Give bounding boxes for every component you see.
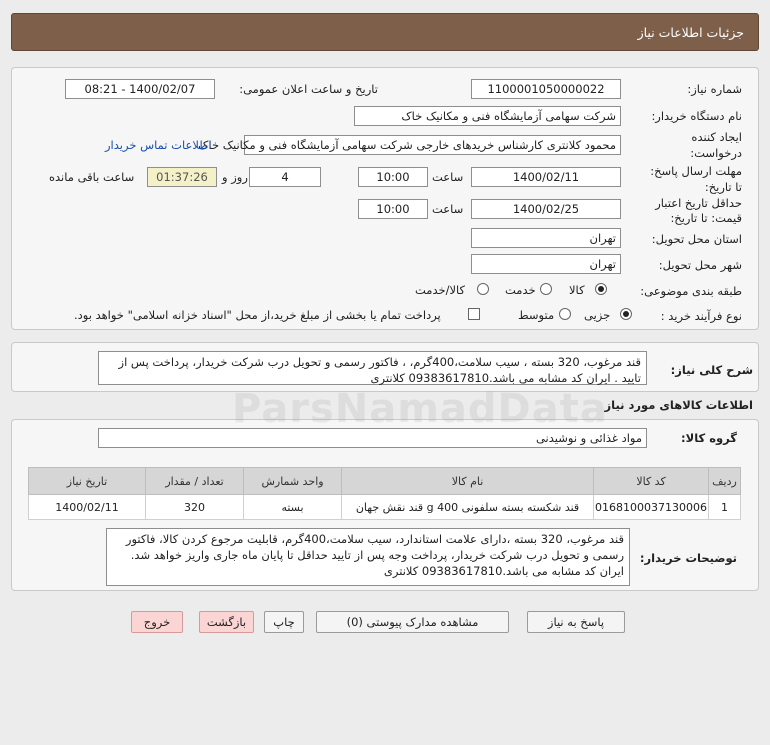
col-unit: واحد شمارش [244,468,342,495]
col-date: تاریخ نیاز [29,468,146,495]
buyer-contact-link[interactable]: اطلاعات تماس خریدار [105,138,212,152]
process-radio-partial[interactable] [620,308,632,320]
buyer-org-label: نام دستگاه خریدار: [651,109,742,123]
cell-qty: 320 [146,495,244,520]
category-label: طبقه بندی موضوعی: [640,284,742,298]
buyer-org-field: شرکت سهامی آزمایشگاه فنی و مکانیک خاک [354,106,621,126]
cell-name: قند شکسته بسته سلفونی 400 g قند نقش جهان [342,495,594,520]
province-label: استان محل تحویل: [651,232,742,246]
summary-label: شرح کلی نیاز: [670,363,753,377]
col-qty: تعداد / مقدار [146,468,244,495]
treasury-payment-checkbox[interactable] [468,308,480,320]
cell-code: 0168100037130006 [594,495,709,520]
cell-row: 1 [709,495,741,520]
validity-label: حداقل تاریخ اعتبار [655,196,742,210]
process-option-partial: جزیی [584,308,611,322]
exit-button[interactable]: خروج [131,611,183,633]
creator-label: ایجاد کننده [691,130,742,144]
reply-button[interactable]: پاسخ به نیاز [527,611,625,633]
announce-date-label: تاریخ و ساعت اعلان عمومی: [239,82,378,96]
col-name: نام کالا [342,468,594,495]
reply-deadline-label: مهلت ارسال پاسخ: [650,164,742,178]
remaining-time-label: ساعت باقی مانده [49,170,135,184]
reply-deadline-label-2: تا تاریخ: [704,180,742,194]
category-option-service: خدمت [505,283,536,297]
process-type-label: نوع فرآیند خرید : [660,309,742,323]
buyer-notes-text: قند مرغوب، 320 بسته ،دارای علامت استاندارد، سیب سلامت،400گرم، قابلیت مرجوع کردن کالا، فاکتور رسمی و تحویل درب شرکت خریدار، پرداخت وجه پس از تایید حداقل تا پایان ماه جاری واریز خواهد شد. ایران کد مشابه می باشد.09383617810 کلانتری [106,528,630,586]
process-radio-medium[interactable] [559,308,571,320]
province-field: تهران [471,228,621,248]
goods-group-field: مواد غذائی و نوشیدنی [98,428,647,448]
cell-unit: بسته [244,495,342,520]
creator-label-2: درخواست: [690,146,742,160]
validity-time-label: ساعت [432,202,464,216]
need-number-label: شماره نیاز: [687,82,742,96]
category-radio-both[interactable] [477,283,489,295]
category-radio-goods[interactable] [595,283,607,295]
days-label: روز و [222,170,248,184]
print-button[interactable]: چاپ [264,611,304,633]
city-field: تهران [471,254,621,274]
page-title: جزئیات اطلاعات نیاز [637,25,744,40]
announce-date-field: 1400/02/07 - 08:21 [65,79,215,99]
table-row [29,495,741,520]
view-attachments-button[interactable]: مشاهده مدارک پیوستی (0) [316,611,509,633]
need-number-field: 1100001050000022 [471,79,621,99]
treasury-payment-note: پرداخت تمام یا بخشی از مبلغ خرید،از محل "اسناد خزانه اسلامی" خواهد بود. [74,308,441,322]
process-option-medium: متوسط [518,308,555,322]
goods-group-label: گروه کالا: [681,431,737,445]
col-code: کد کالا [594,468,709,495]
days-remaining-field: 4 [249,167,321,187]
watermark-brand: ParsNamadData [232,386,608,432]
reply-time-field: 10:00 [358,167,428,187]
summary-text: قند مرغوب، 320 بسته ، سیب سلامت،400گرم، ، فاکتور رسمی و تحویل درب شرکت خریدار، پرداخت پس از تایید . ایران کد مشابه می باشد.09383617810 کلانتری [98,351,647,385]
back-button[interactable]: بازگشت [199,611,254,633]
reply-date-field: 1400/02/11 [471,167,621,187]
cell-date: 1400/02/11 [29,495,146,520]
page-header [11,13,759,51]
category-option-goods: کالا [569,283,585,297]
remaining-time-field: 01:37:26 [147,167,217,187]
validity-label-2: قیمت: تا تاریخ: [670,211,742,225]
buyer-notes-label: توضیحات خریدار: [639,551,737,565]
reply-time-label: ساعت [432,170,464,184]
goods-table-header [29,468,741,495]
creator-field: محمود کلانتری کارشناس خریدهای خارجی شرکت سهامی آزمایشگاه فنی و مکانیک خاک [244,135,621,155]
col-row: ردیف [709,468,741,495]
validity-date-field: 1400/02/25 [471,199,621,219]
goods-table [28,467,741,520]
validity-time-field: 10:00 [358,199,428,219]
goods-section-title: اطلاعات کالاهای مورد نیاز [604,398,753,412]
category-radio-service[interactable] [540,283,552,295]
city-label: شهر محل تحویل: [658,258,742,272]
category-option-both: کالا/خدمت [415,283,466,297]
